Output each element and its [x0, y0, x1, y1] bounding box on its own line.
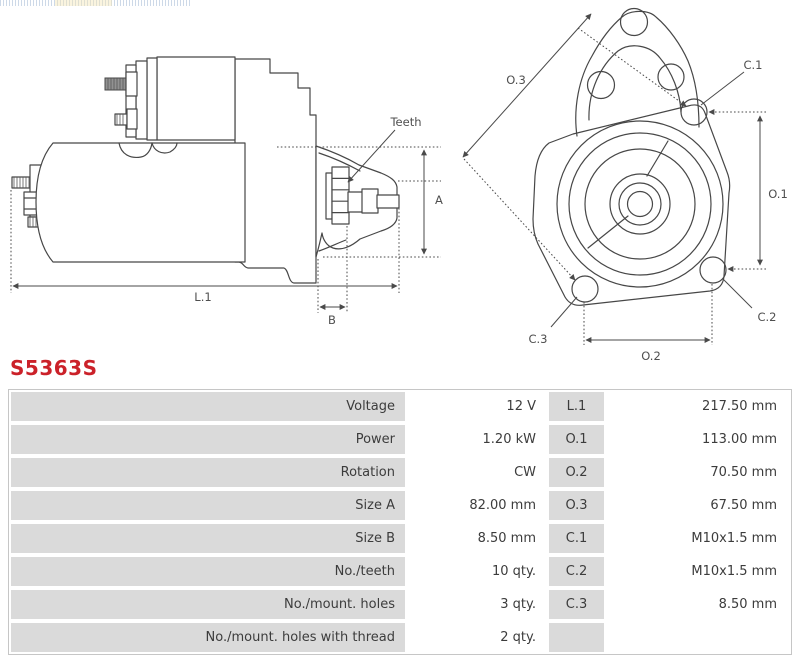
spec-label: Rotation: [11, 458, 405, 487]
spec-value: 2 qty.: [408, 623, 546, 652]
spec-label: Size B: [11, 524, 405, 553]
table-row: [11, 524, 789, 553]
table-row: [11, 623, 789, 652]
spec-label-2: C.1: [549, 524, 604, 553]
dim-b-label: B: [328, 313, 336, 327]
spec-value: 8.50 mm: [408, 524, 546, 553]
spec-table: [8, 389, 792, 655]
teeth-label: Teeth: [390, 115, 422, 129]
spec-value: 3 qty.: [408, 590, 546, 619]
spec-value: 82.00 mm: [408, 491, 546, 520]
dim-c1-label: C.1: [743, 58, 763, 72]
spec-label: No./teeth: [11, 557, 405, 586]
spec-value-2: 217.50 mm: [607, 392, 789, 421]
spec-label: Size A: [11, 491, 405, 520]
spec-value-2: M10x1.5 mm: [607, 557, 789, 586]
spec-label: Voltage: [11, 392, 405, 421]
spec-label-2: [549, 623, 604, 652]
spec-label-2: C.2: [549, 557, 604, 586]
spec-value-2: 67.50 mm: [607, 491, 789, 520]
dim-o2-label: O.2: [641, 349, 661, 363]
front-view-drawing: [463, 9, 788, 364]
table-row: [11, 392, 789, 421]
spec-value-2: [607, 623, 789, 652]
table-row: [11, 458, 789, 487]
dim-l1-label: L.1: [194, 290, 212, 304]
dim-a-label: A: [435, 193, 443, 207]
spec-value: CW: [408, 458, 546, 487]
table-row: [11, 557, 789, 586]
spec-label: Power: [11, 425, 405, 454]
table-row: [11, 425, 789, 454]
spec-value-2: 113.00 mm: [607, 425, 789, 454]
part-number-title: S5363S: [10, 356, 98, 380]
spec-label-2: O.1: [549, 425, 604, 454]
spec-value: 12 V: [408, 392, 546, 421]
spec-value: 10 qty.: [408, 557, 546, 586]
dim-c3-label: C.3: [528, 332, 548, 346]
spec-label-2: C.3: [549, 590, 604, 619]
table-row: [11, 590, 789, 619]
spec-label: No./mount. holes with thread: [11, 623, 405, 652]
table-row: [11, 491, 789, 520]
dim-c2-label: C.2: [757, 310, 777, 324]
dim-o3-label: O.3: [506, 73, 526, 87]
side-view-drawing: [11, 57, 443, 327]
dim-o1-label: O.1: [768, 187, 788, 201]
spec-label-2: O.2: [549, 458, 604, 487]
spec-value-2: 70.50 mm: [607, 458, 789, 487]
spec-label-2: O.3: [549, 491, 604, 520]
spec-value-2: M10x1.5 mm: [607, 524, 789, 553]
spec-label: No./mount. holes: [11, 590, 405, 619]
spec-value-2: 8.50 mm: [607, 590, 789, 619]
spec-value: 1.20 kW: [408, 425, 546, 454]
spec-label-2: L.1: [549, 392, 604, 421]
